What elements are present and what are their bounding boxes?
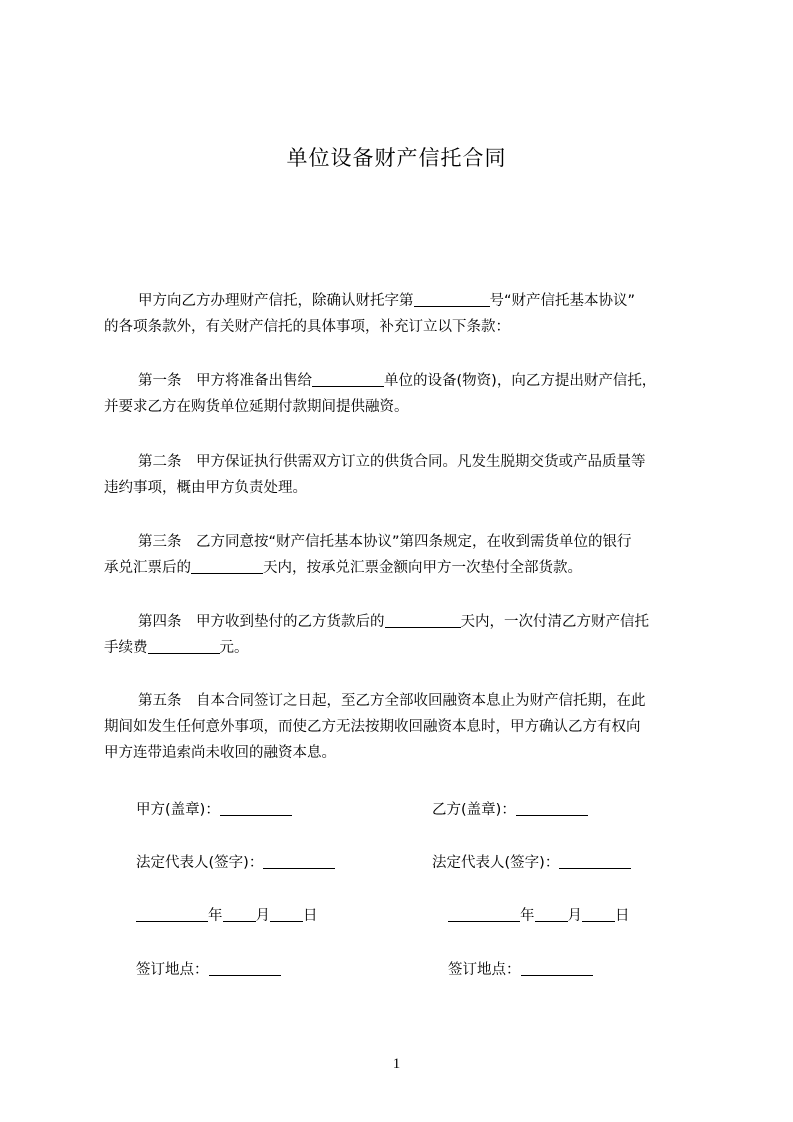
party-a-representative-label: 法定代表人(签字)： — [136, 855, 264, 871]
party-a-place-label: 签订地点： — [136, 962, 209, 978]
buyer-unit-blank — [312, 372, 384, 387]
party-a-place-blank — [209, 961, 281, 976]
party-b-seal — [432, 798, 588, 819]
party-a-representative — [136, 851, 335, 872]
article-1 — [104, 368, 702, 420]
article-5-line-2: 期间如发生任何意外事项，而使乙方无法按期收回融资本息时，甲方确认乙方有权向 — [104, 719, 641, 735]
party-b-day-blank — [582, 907, 615, 922]
intro-text-a: 甲方向乙方办理财产信托，除确认财托字第 — [138, 293, 414, 309]
intro-text-b: 号“财产信托基本协议” — [489, 293, 636, 309]
contract-number-blank — [414, 292, 490, 307]
party-b-seal-blank — [516, 801, 588, 816]
article-4-text-a: 第四条 甲方收到垫付的乙方货款后的 — [138, 614, 385, 630]
party-b-representative — [432, 851, 631, 872]
party-a-seal — [136, 798, 292, 819]
party-a-seal-blank — [220, 801, 292, 816]
party-a-day-label: 日 — [303, 908, 318, 924]
intro-line-2: 的各项条款外，有关财产信托的具体事项，补充订立以下条款： — [104, 319, 510, 335]
party-b-month-label: 月 — [567, 908, 582, 924]
party-b-year-label: 年 — [520, 908, 535, 924]
party-b-place — [448, 958, 593, 979]
page-number: 1 — [392, 1056, 401, 1072]
party-b-year-blank — [448, 907, 520, 922]
article-4-text-d: 元。 — [219, 640, 249, 656]
article-1-line-1 — [104, 368, 702, 394]
party-a-year-blank — [136, 907, 208, 922]
party-b-month-blank — [535, 907, 568, 922]
party-a-day-blank — [270, 907, 303, 922]
article-1-text-b: 单位的设备(物资)，向乙方提出财产信托， — [384, 373, 657, 389]
days-blank-2 — [385, 613, 461, 628]
article-3-line-2 — [104, 555, 702, 581]
article-4 — [104, 609, 702, 661]
party-b-representative-label: 法定代表人(签字)： — [432, 855, 560, 871]
article-1-text-a: 第一条 甲方将准备出售给 — [138, 373, 312, 389]
party-a-month-blank — [223, 907, 256, 922]
article-3-text-a: 承兑汇票后的 — [104, 560, 191, 576]
party-b-seal-label: 乙方(盖章)： — [432, 802, 516, 818]
article-4-line-2 — [104, 635, 702, 661]
party-a-month-label: 月 — [255, 908, 270, 924]
days-blank-1 — [191, 559, 263, 574]
intro-paragraph — [104, 288, 702, 340]
party-a-representative-blank — [263, 854, 335, 869]
article-5-line-3: 甲方连带追索尚未收回的融资本息。 — [104, 745, 336, 761]
article-2-line-1: 第二条 甲方保证执行供需双方订立的供货合同。凡发生脱期交货或产品质量等 — [138, 454, 646, 470]
article-4-text-c: 手续费 — [104, 640, 148, 656]
article-5-line-1: 第五条 自本合同签订之日起，至乙方全部收回融资本息止为财产信托期，在此 — [138, 693, 646, 709]
party-b-date — [448, 904, 630, 925]
party-b-place-label: 签订地点： — [448, 962, 521, 978]
party-a-seal-label: 甲方(盖章)： — [136, 802, 220, 818]
article-5 — [104, 688, 702, 766]
party-a-place — [136, 958, 281, 979]
party-b-representative-blank — [559, 854, 631, 869]
intro-line-1 — [104, 288, 702, 314]
fee-amount-blank — [148, 639, 220, 654]
article-2-line-2: 违约事项，概由甲方负责处理。 — [104, 480, 307, 496]
article-3-text-b: 天内，按承兑汇票金额向甲方一次垫付全部货款。 — [263, 560, 582, 576]
article-2 — [104, 449, 702, 501]
article-4-line-1 — [104, 609, 702, 635]
article-3-line-1: 第三条 乙方同意按“财产信托基本协议”第四条规定，在收到需货单位的银行 — [138, 534, 632, 550]
document-title: 单位设备财产信托合同 — [286, 146, 507, 170]
party-a-date — [136, 904, 318, 925]
party-b-day-label: 日 — [615, 908, 630, 924]
party-a-year-label: 年 — [208, 908, 223, 924]
party-b-place-blank — [521, 961, 593, 976]
article-1-line-2: 并要求乙方在购货单位延期付款期间提供融资。 — [104, 399, 409, 415]
article-3 — [104, 529, 702, 581]
article-4-text-b: 天内，一次付清乙方财产信托 — [460, 614, 649, 630]
